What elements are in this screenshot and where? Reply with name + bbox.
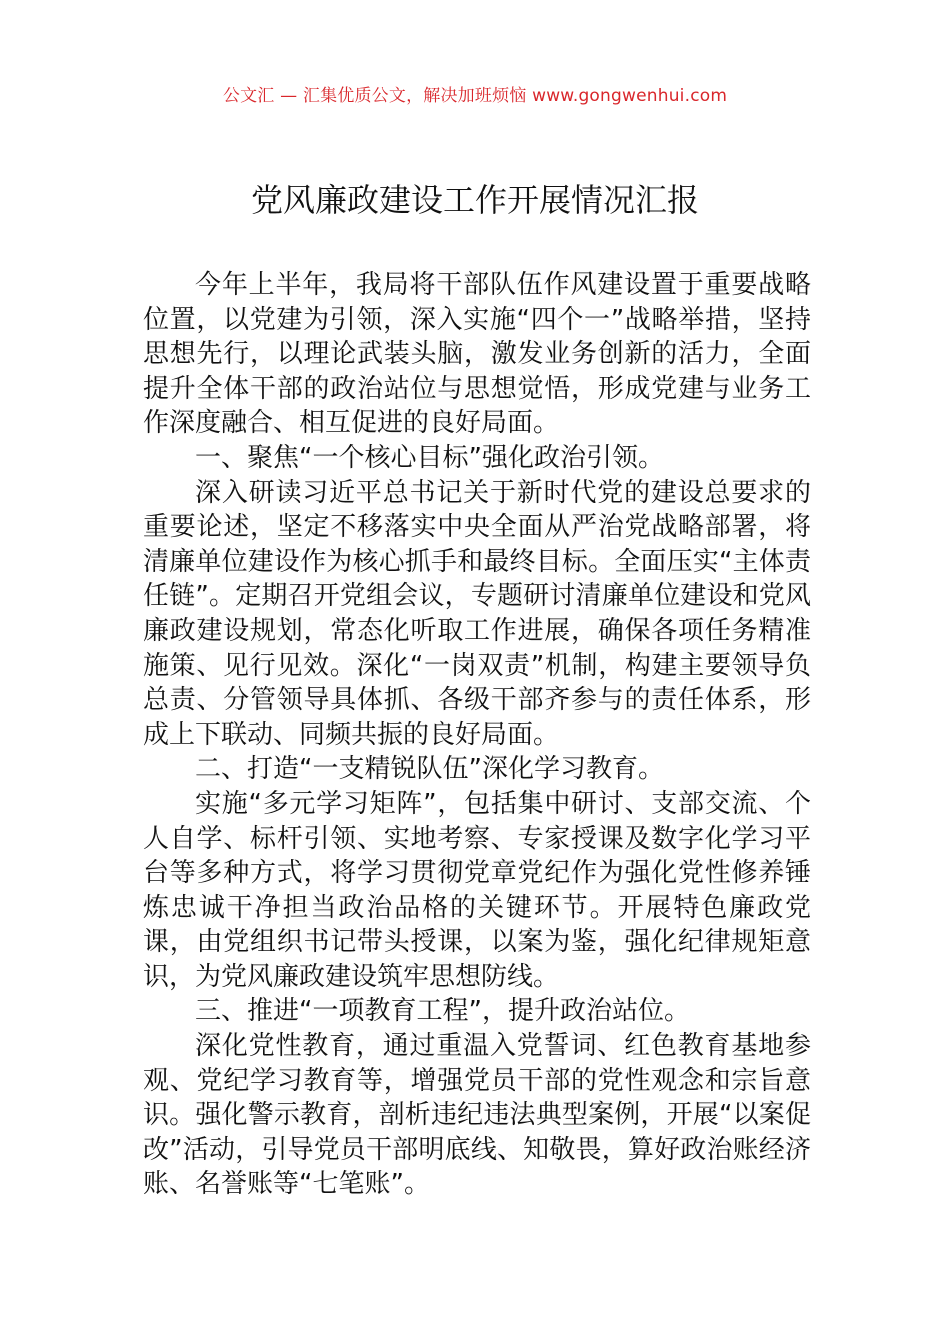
document-body — [143, 268, 811, 1202]
paragraph-section-2: 实施“多元学习矩阵”，包括集中研讨、支部交流、个人自学、标杆引领、实地考察、专家授课及数字化学习平台等多种方式，将学习贯彻党章党纪作为强化党性修养锤炼忠诚干净担当政治品格的关键环节。开展特色廉政党课，由党组织书记带头授课，以案为鉴，强化纪律规矩意识，为党风廉政建设筑牢思想防线。 — [143, 788, 811, 992]
section-heading-3: 三、推进“一项教育工程”，提升政治站位。 — [195, 996, 690, 1027]
paragraph-section-3: 深化党性教育，通过重温入党誓词、红色教育基地参观、党纪学习教育等，增强党员干部的党性观念和宗旨意识。强化警示教育，剖析违纪违法典型案例，开展“以案促改”活动，引导党员干部明底线、知敬畏，算好政治账经济账、名誉账等“七笔账”。 — [143, 1031, 811, 1200]
section-heading-2: 二、打造“一支精锐队伍”深化学习教育。 — [195, 754, 664, 785]
header-watermark-note: 公文汇 — 汇集优质公文，解决加班烦恼 www.gongwenhui.com — [222, 86, 728, 106]
page-title: 党风廉政建设工作开展情况汇报 — [250, 181, 699, 219]
paragraph-intro: 今年上半年，我局将干部队伍作风建设置于重要战略位置，以党建为引领，深入实施“四个一”战略举措，坚持思想先行，以理论武装头脑，激发业务创新的活力，全面提升全体干部的政治站位与思想觉悟，形成党建与业务工作深度融合、相互促进的良好局面。 — [143, 270, 811, 439]
paragraph-section-1: 深入研读习近平总书记关于新时代党的建设总要求的重要论述，坚定不移落实中央全面从严治党战略部署，将清廉单位建设作为核心抓手和最终目标。全面压实“主体责任链”。定期召开党组会议，专题研讨清廉单位建设和党风廉政建设规划，常态化听取工作进展，确保各项任务精准施策、见行见效。深化“一岗双责”机制，构建主要领导负总责、分管领导具体抓、各级干部齐参与的责任体系，形成上下联动、同频共振的良好局面。 — [143, 477, 811, 750]
section-heading-1: 一、聚焦“一个核心目标”强化政治引领。 — [195, 442, 664, 473]
